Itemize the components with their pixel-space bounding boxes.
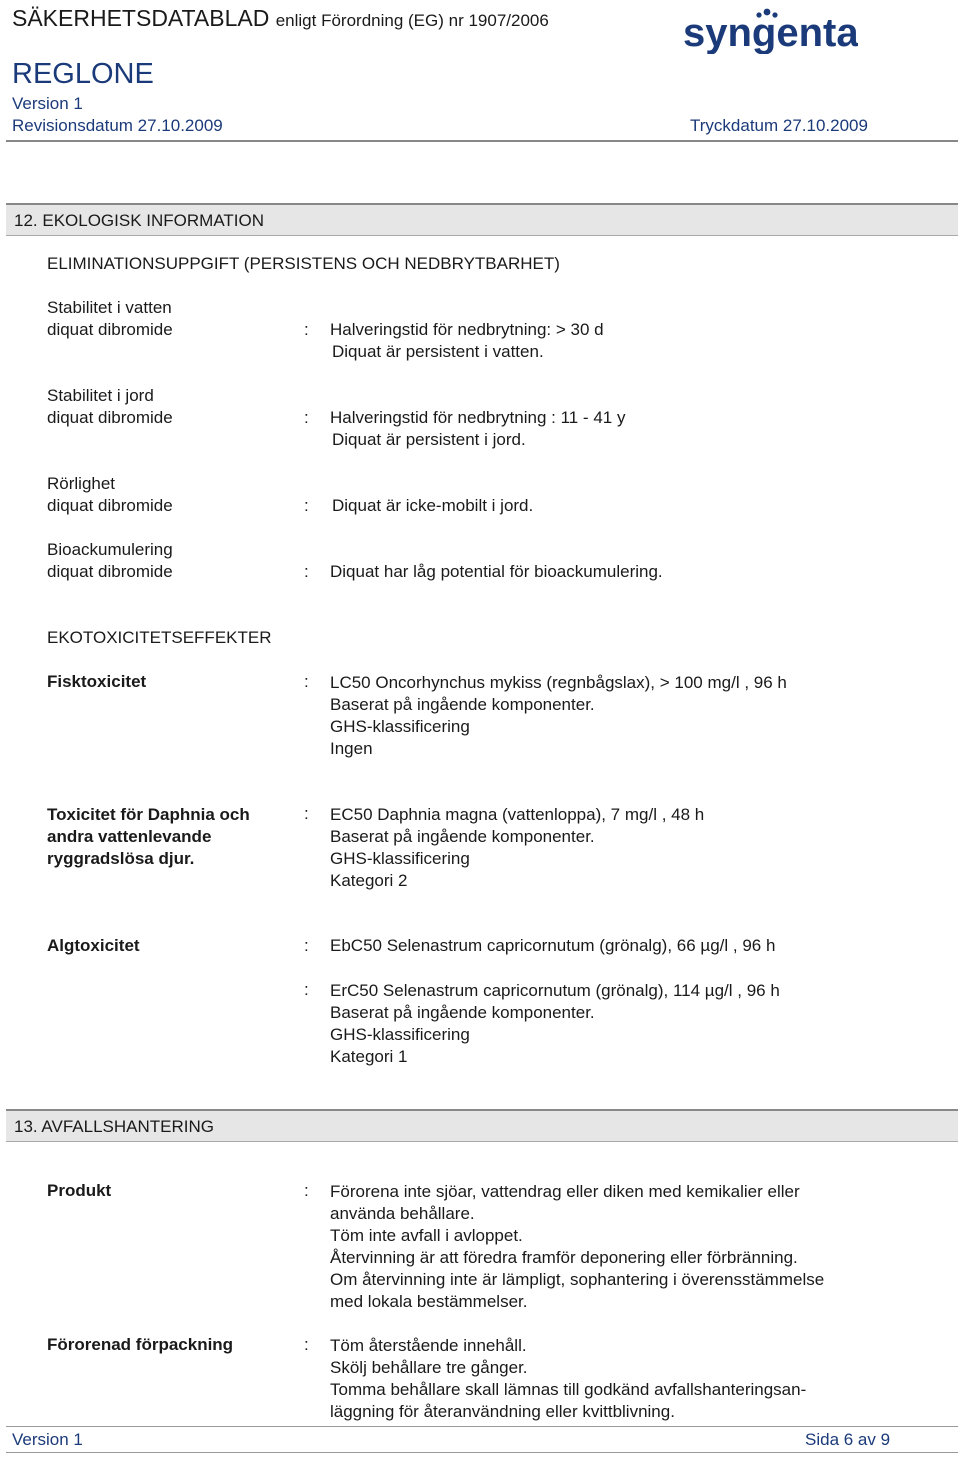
footer-version: Version 1: [12, 1430, 83, 1449]
algae-ghs-value: Kategori 1: [330, 1047, 408, 1066]
algae-ghs-label: GHS-klassificering: [330, 1025, 470, 1044]
colon: :: [304, 1181, 309, 1200]
waste-product-line: med lokala bestämmelser.: [330, 1292, 528, 1311]
daphnia-ghs-label: GHS-klassificering: [330, 849, 470, 868]
daphnia-ghs-value: Kategori 2: [330, 871, 408, 890]
fish-toxicity-label: Fisktoxicitet: [47, 672, 147, 691]
daphnia-label-line: Toxicitet för Daphnia och: [47, 805, 250, 824]
packaging-line: läggning för återanvändning eller kvittblivning.: [330, 1402, 675, 1421]
waste-product-line: Återvinning är att föredra framför deponering eller förbränning.: [330, 1248, 798, 1267]
revision-date: Revisionsdatum 27.10.2009: [12, 116, 223, 135]
waste-product-line: Förorena inte sjöar, vattendrag eller diken med kemikalier eller: [330, 1182, 800, 1201]
section-12-title: 12. EKOLOGISK INFORMATION: [14, 211, 265, 230]
colon: :: [304, 980, 309, 999]
bioaccumulation-value: Diquat har låg potential för bioackumulering.: [330, 562, 663, 581]
daphnia-label-line: ryggradslösa djur.: [47, 849, 195, 868]
section-12-bar: [6, 203, 958, 236]
contaminated-packaging-label: Förorenad förpackning: [47, 1335, 234, 1354]
brand-wordmark: syngenta: [683, 11, 858, 54]
algae-erc50: ErC50 Selenastrum capricornutum (grönalg), 114 µg/l , 96 h: [330, 981, 780, 1000]
waste-product-label: Produkt: [47, 1181, 112, 1200]
waste-product-text: [330, 1181, 824, 1313]
document-title-main: SÄKERHETSDATABLAD: [12, 5, 270, 31]
colon: :: [304, 562, 309, 581]
packaging-line: Tomma behållare skall lämnas till godkänd avfallshanteringsan-: [330, 1380, 807, 1399]
waste-product-line: Om återvinning inte är lämpligt, sophantering i överensstämmelse: [330, 1270, 825, 1289]
soil-stability-heading: Stabilitet i jord: [47, 386, 154, 405]
fish-toxicity-values: [330, 672, 787, 760]
mobility-heading: Rörlighet: [47, 474, 116, 493]
fish-basis: Baserat på ingående komponenter.: [330, 695, 595, 714]
colon: :: [304, 496, 309, 515]
footer-bottom-line: [6, 1452, 958, 1453]
colon: :: [304, 408, 309, 427]
syngenta-logo-icon: [683, 6, 858, 54]
bioaccumulation-heading: Bioackumulering: [47, 540, 173, 559]
daphnia-ec50: EC50 Daphnia magna (vattenloppa), 7 mg/l , 48 h: [330, 805, 705, 824]
colon: :: [304, 1335, 309, 1354]
soil-halflife: Halveringstid för nedbrytning : 11 - 41 y: [330, 408, 626, 427]
section-13-bar: [6, 1109, 958, 1142]
fish-ghs-value: Ingen: [330, 739, 373, 758]
elimination-heading: ELIMINATIONSUPPGIFT (PERSISTENS OCH NEDBRYTBARHET): [47, 254, 560, 273]
packaging-line: Skölj behållare tre gånger.: [330, 1358, 528, 1377]
mobility-substance: diquat dibromide: [47, 496, 173, 515]
fish-ghs-label: GHS-klassificering: [330, 717, 470, 736]
contaminated-packaging-text: [330, 1335, 806, 1423]
document-title-subtitle: enligt Förordning (EG) nr 1907/2006: [275, 11, 549, 30]
water-halflife: Halveringstid för nedbrytning: > 30 d: [330, 320, 604, 339]
fish-lc50: LC50 Oncorhynchus mykiss (regnbågslax), > 100 mg/l , 96 h: [330, 673, 787, 692]
colon: :: [304, 320, 309, 339]
soil-substance: diquat dibromide: [47, 408, 173, 427]
daphnia-toxicity-values: [330, 804, 704, 892]
water-stability-heading: Stabilitet i vatten: [47, 298, 172, 317]
page-number: Sida 6 av 9: [805, 1430, 891, 1449]
algae-toxicity-label: Algtoxicitet: [47, 936, 140, 955]
algae-basis: Baserat på ingående komponenter.: [330, 1003, 595, 1022]
bioaccumulation-substance: diquat dibromide: [47, 562, 173, 581]
water-substance: diquat dibromide: [47, 320, 173, 339]
mobility-value: Diquat är icke-mobilt i jord.: [332, 496, 534, 515]
daphnia-basis: Baserat på ingående komponenter.: [330, 827, 595, 846]
colon: :: [304, 672, 309, 691]
header-divider: [6, 140, 958, 142]
waste-product-line: Töm inte avfall i avloppet.: [330, 1226, 523, 1245]
waste-product-line: använda behållare.: [330, 1204, 475, 1223]
daphnia-label-line: andra vattenlevande: [47, 827, 212, 846]
print-date: Tryckdatum 27.10.2009: [690, 116, 868, 135]
colon: :: [304, 936, 309, 955]
header-version: Version 1: [12, 94, 83, 113]
daphnia-toxicity-label: [47, 804, 250, 870]
colon: :: [304, 804, 309, 823]
product-name: REGLONE: [12, 58, 154, 90]
syngenta-logo: [683, 6, 858, 59]
algae-erc50-values: [330, 980, 780, 1068]
algae-ebc50: EbC50 Selenastrum capricornutum (grönalg), 66 µg/l , 96 h: [330, 936, 776, 955]
water-persistence: Diquat är persistent i vatten.: [332, 342, 544, 361]
document-title: [12, 5, 549, 32]
footer-divider: [6, 1426, 958, 1427]
section-13-title: 13. AVFALLSHANTERING: [14, 1117, 214, 1136]
soil-persistence: Diquat är persistent i jord.: [332, 430, 526, 449]
ecotox-heading: EKOTOXICITETSEFFEKTER: [47, 628, 272, 647]
packaging-line: Töm återstående innehåll.: [330, 1336, 527, 1355]
